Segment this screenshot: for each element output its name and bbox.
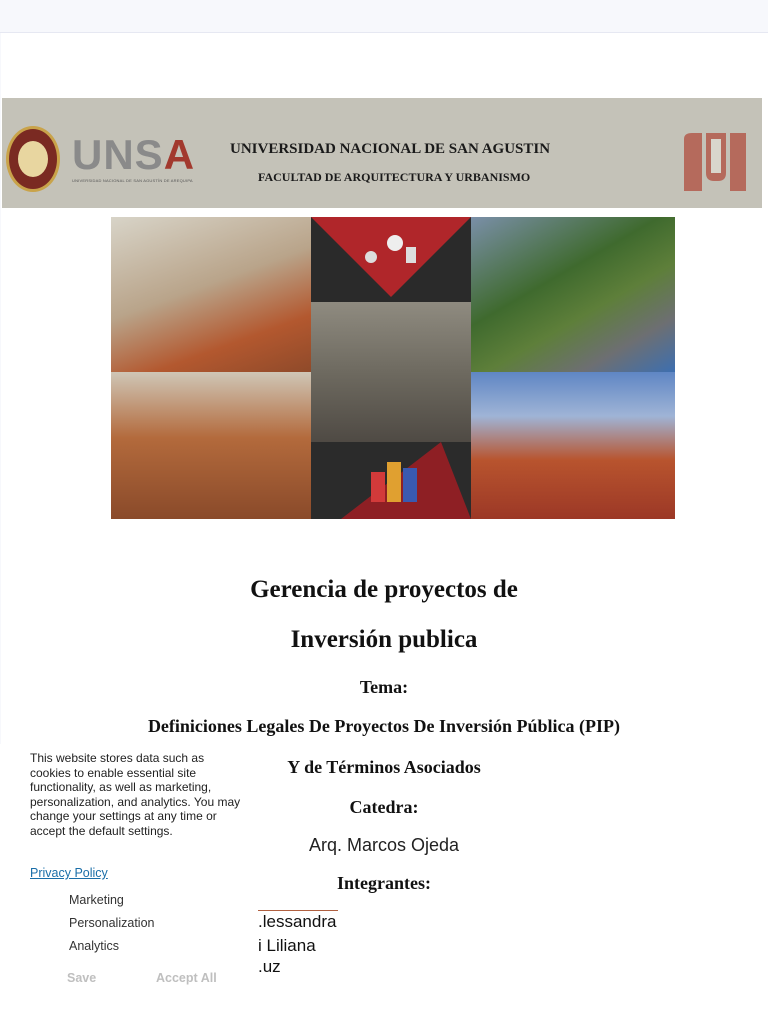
privacy-policy-link[interactable]: Privacy Policy bbox=[30, 866, 108, 880]
cookie-notice-text: This website stores data such as cookies to enable essential site functionality, as well as marketing, personalization, and analytics. You may change your settings at any time or accept the default settings. bbox=[30, 751, 241, 838]
cookie-save-button[interactable]: Save bbox=[67, 971, 97, 985]
catedra-value: Arq. Marcos Ojeda bbox=[308, 835, 460, 855]
member-name: .uz bbox=[258, 957, 281, 976]
university-banner bbox=[2, 98, 762, 208]
university-seal-icon bbox=[6, 126, 60, 192]
cookie-option-personalization[interactable]: Personalization bbox=[69, 916, 155, 930]
member-name: i Liliana bbox=[258, 936, 316, 955]
cookie-consent-panel bbox=[0, 744, 258, 1024]
catedra-label: Catedra: bbox=[349, 797, 419, 817]
member-name: .lessandra bbox=[258, 912, 337, 931]
cookie-option-analytics[interactable]: Analytics bbox=[69, 939, 120, 953]
unsa-logo-tagline: UNIVERSIDAD NACIONAL DE SAN AGUSTÍN DE AREQUIPA bbox=[72, 178, 193, 183]
tema-label: Tema: bbox=[359, 677, 409, 697]
document-title-line-1: Gerencia de proyectos de bbox=[250, 576, 518, 603]
document-title-line-2: Inversión publica bbox=[290, 626, 478, 653]
faculty-logo-icon bbox=[682, 131, 748, 193]
integrantes-label: Integrantes: bbox=[337, 873, 431, 893]
university-name: UNIVERSIDAD NACIONAL DE SAN AGUSTIN bbox=[230, 141, 551, 157]
viewer-top-bar bbox=[0, 0, 768, 33]
cookie-option-marketing[interactable]: Marketing bbox=[69, 893, 124, 907]
unsa-logo: UNSA bbox=[72, 131, 196, 178]
faculty-name: FACULTAD DE ARQUITECTURA Y URBANISMO bbox=[258, 170, 531, 184]
members-divider bbox=[258, 910, 338, 911]
tema-line-2: Y de Términos Asociados bbox=[287, 757, 481, 777]
infrastructure-photo-collage bbox=[111, 217, 675, 519]
cookie-accept-all-button[interactable]: Accept All bbox=[156, 971, 217, 985]
tema-line-1: Definiciones Legales De Proyectos De Inversión Pública (PIP) bbox=[147, 716, 621, 736]
